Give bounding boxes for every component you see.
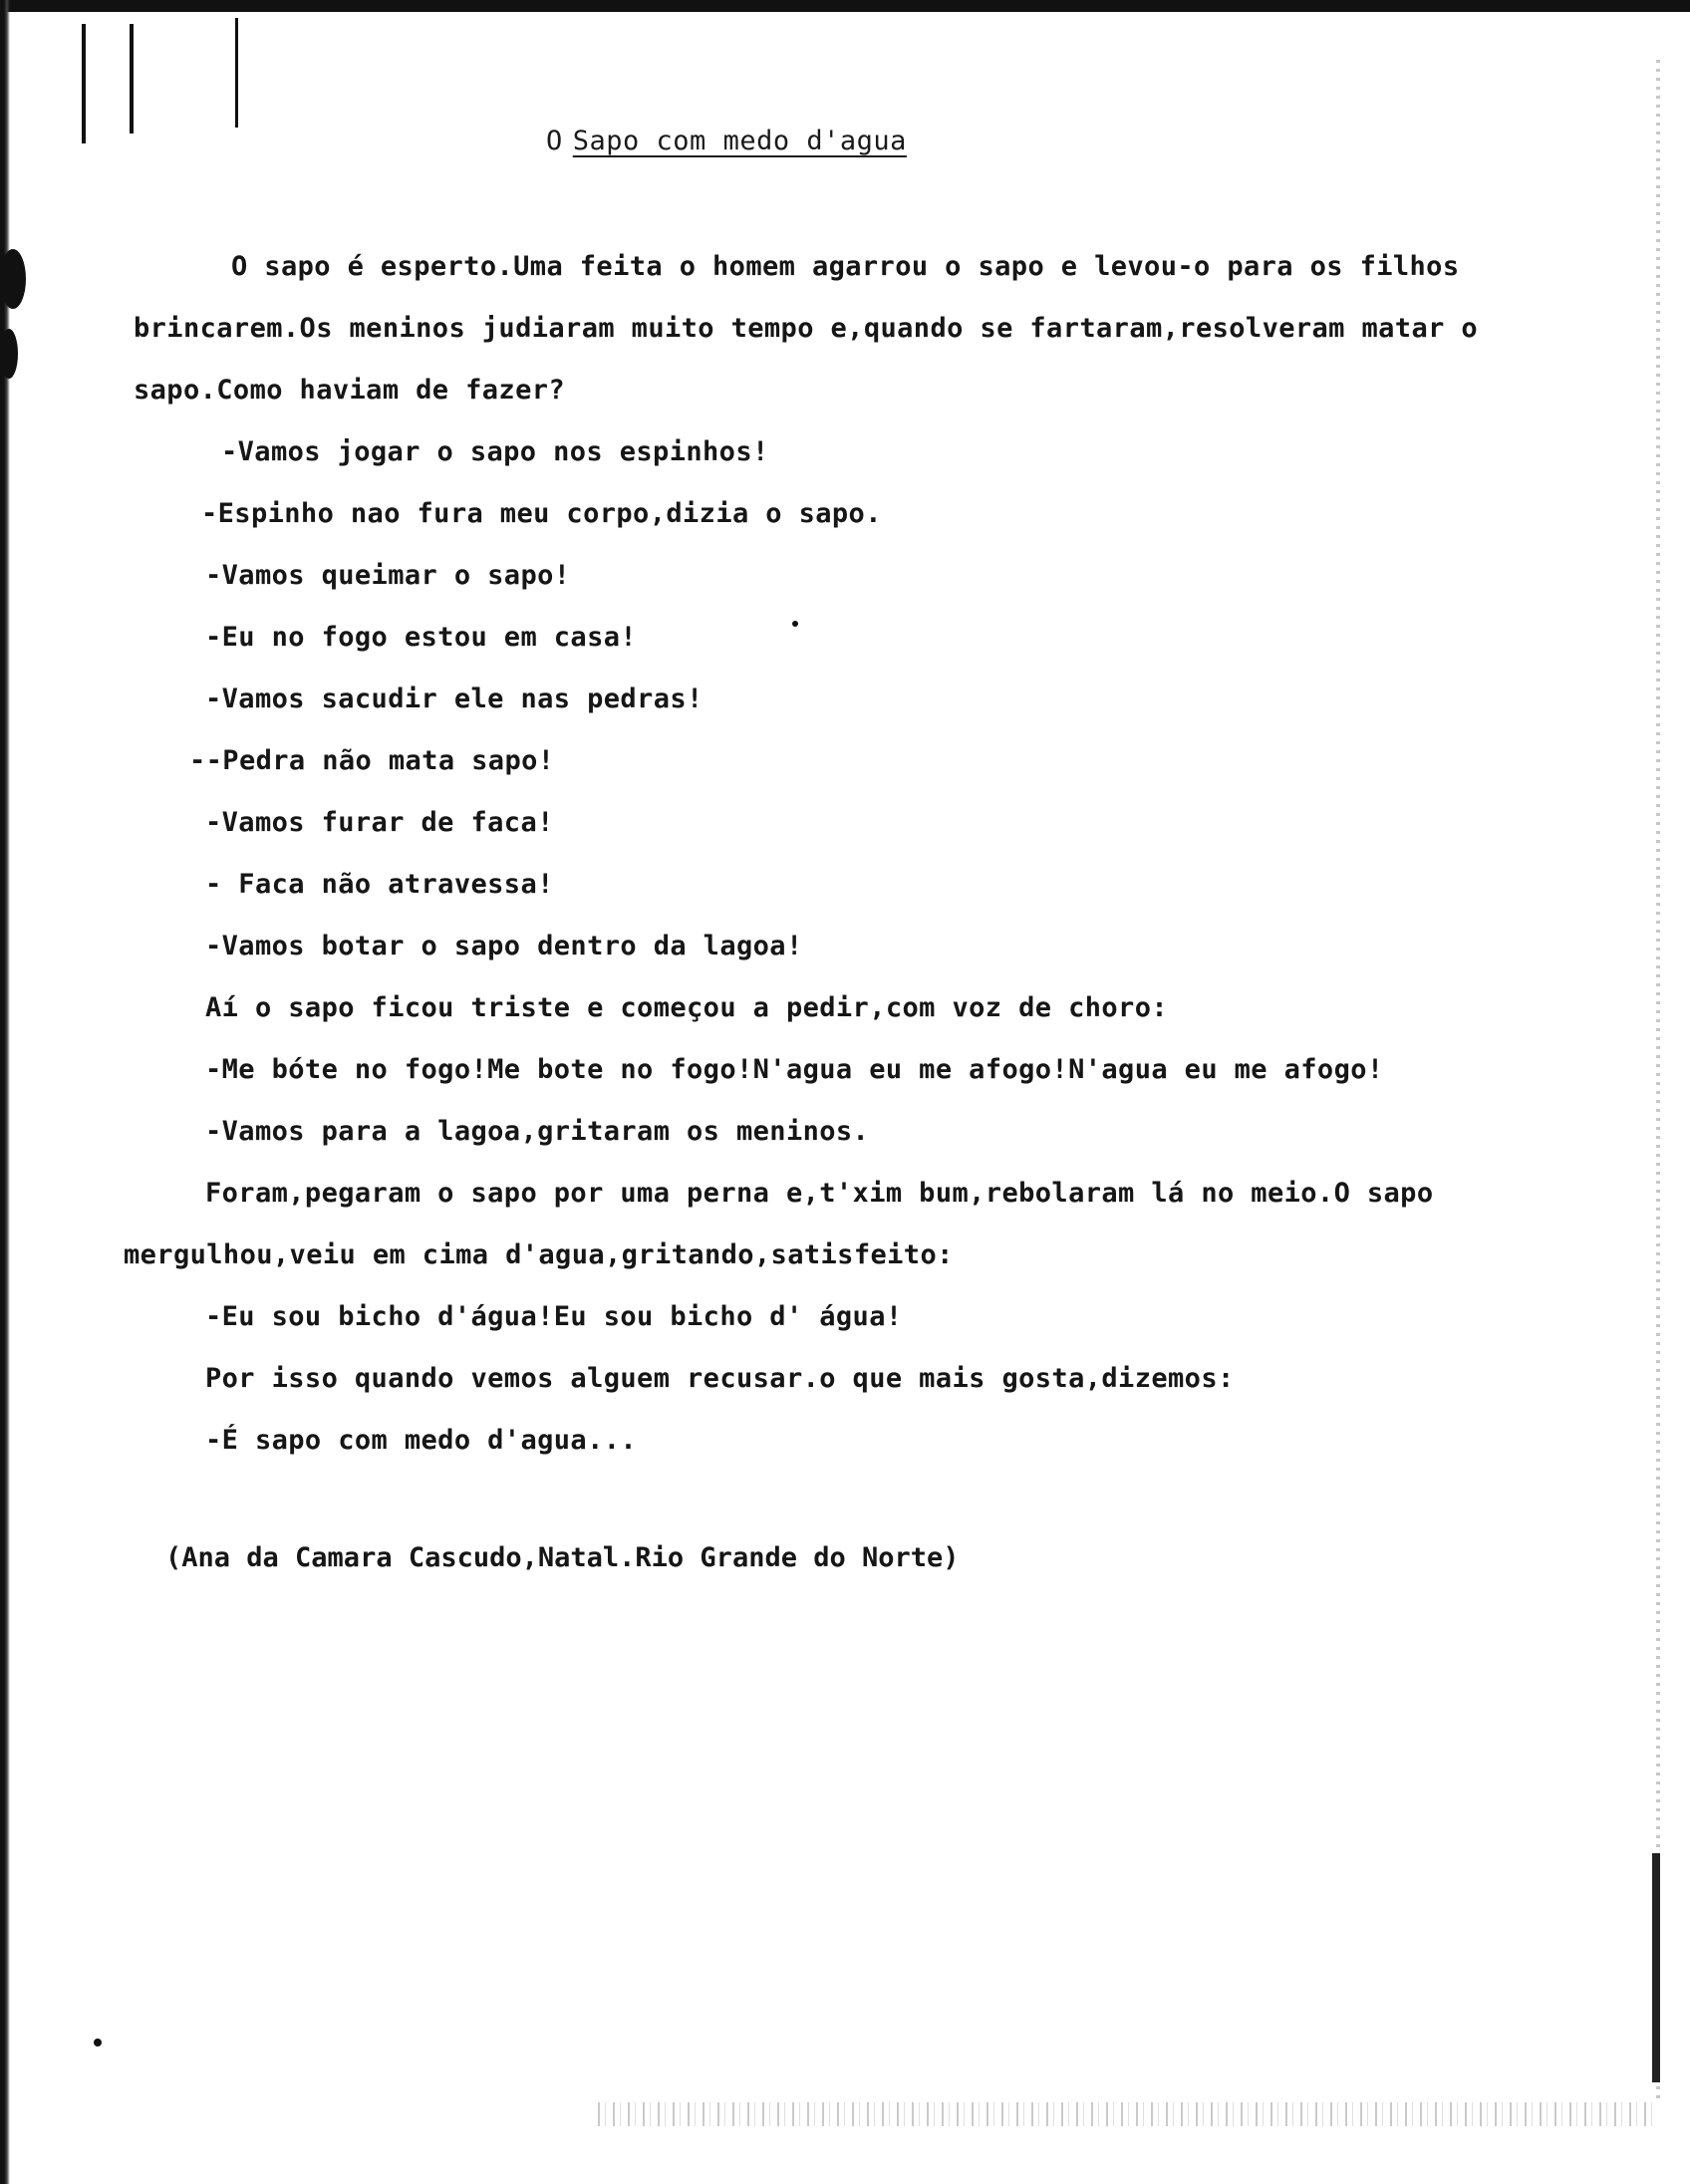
ink-blot	[0, 249, 26, 309]
dialogue-line: -Me bóte no fogo!Me bote no fogo!N'agua eu me afogo!N'agua eu me afogo!	[205, 1054, 1384, 1085]
paragraph-line: Foram,pegaram o sapo por uma perna e,t'xim bum,rebolaram lá no meio.O sapo	[205, 1178, 1434, 1209]
dialogue-line: --Pedra não mata sapo!	[189, 745, 555, 776]
ending-line: -Eu sou bicho d'água!Eu sou bicho d' água!	[205, 1301, 903, 1332]
binder-mark	[235, 18, 238, 128]
scan-edge-right-bottom	[1652, 1853, 1660, 2082]
ending-line: Por isso quando vemos alguem recusar.o que mais gosta,dizemos:	[205, 1363, 1235, 1394]
binder-mark	[130, 24, 134, 134]
dialogue-line: -Vamos jogar o sapo nos espinhos!	[221, 436, 769, 467]
paragraph-line: mergulhou,veiu em cima d'agua,gritando,satisfeito:	[124, 1239, 954, 1270]
story-title	[546, 126, 907, 156]
ink-blot	[792, 621, 798, 627]
ink-blot	[94, 2039, 102, 2047]
scan-noise-bottom	[598, 2102, 1654, 2126]
dialogue-line: - Faca não atravessa!	[205, 869, 554, 900]
scan-edge-left	[0, 0, 10, 2184]
paragraph-line: brincarem.Os meninos judiaram muito tempo e,quando se fartaram,resolveram matar o	[134, 313, 1479, 344]
dialogue-line: -Vamos queimar o sapo!	[205, 560, 571, 591]
paragraph-line: sapo.Como haviam de fazer?	[134, 375, 566, 406]
paragraph-line: O sapo é esperto.Uma feita o homem agarrou o sapo e levou-o para os filhos	[231, 251, 1460, 282]
ink-blot	[0, 329, 18, 379]
source-credit: (Ana da Camara Cascudo,Natal.Rio Grande do Norte)	[165, 1542, 960, 1573]
scan-edge-right	[1656, 60, 1660, 2102]
dialogue-line: -Vamos sacudir ele nas pedras!	[205, 683, 704, 714]
dialogue-line: -Vamos furar de faca!	[205, 807, 554, 838]
dialogue-line: -Espinho nao fura meu corpo,dizia o sapo.	[201, 498, 882, 529]
binder-mark	[82, 24, 86, 143]
dialogue-line: Aí o sapo ficou triste e começou a pedir,com voz de choro:	[205, 992, 1169, 1023]
ending-line: -É sapo com medo d'agua...	[205, 1425, 638, 1456]
dialogue-line: -Eu no fogo estou em casa!	[205, 622, 638, 653]
scan-edge-top	[0, 0, 1690, 12]
dialogue-line: -Vamos botar o sapo dentro da lagoa!	[205, 931, 803, 961]
dialogue-line: -Vamos para a lagoa,gritaram os meninos.	[205, 1116, 870, 1147]
title-lead: O	[546, 126, 563, 156]
title-text: Sapo com medo d'agua	[572, 126, 907, 156]
